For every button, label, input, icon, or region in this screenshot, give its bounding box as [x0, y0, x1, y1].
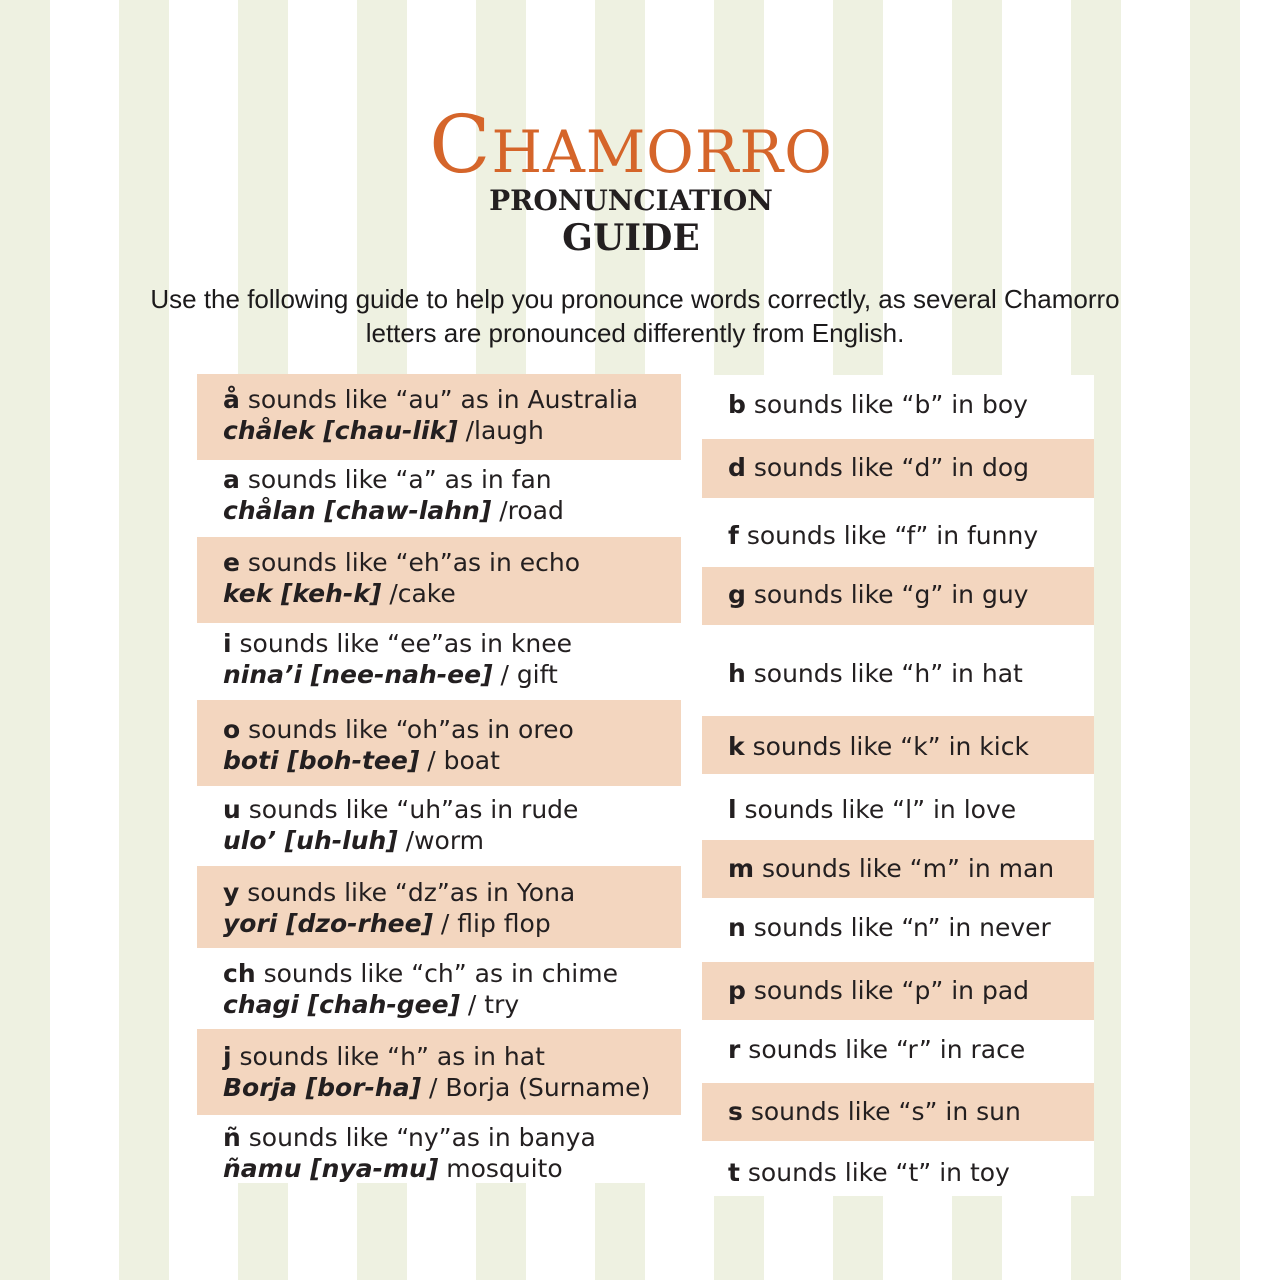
consonant-entry: b sounds like “b” in boy	[728, 390, 1028, 419]
page-title	[0, 98, 1262, 191]
vowel-entry: y sounds like “dz”as in Yona yori [dzo-rhee] / flip flop	[223, 878, 576, 938]
vowel-entry: ñ sounds like “ny”as in banya ñamu [nya-mu] mosquito	[223, 1123, 596, 1183]
consonant-entry: r sounds like “r” in race	[728, 1035, 1026, 1064]
vowel-list	[197, 374, 702, 1183]
title-initial: C	[429, 98, 492, 191]
consonant-entry: p sounds like “p” in pad	[728, 976, 1030, 1005]
consonant-entry: t sounds like “t” in toy	[728, 1158, 1010, 1187]
intro-text: Use the following guide to help you pronounce words correctly, as several Chamorro letters are pronounced differently from English.	[150, 284, 1120, 348]
consonant-entry: g sounds like “g” in guy	[728, 580, 1029, 609]
vowel-entry: j sounds like “h” as in hat Borja [bor-ha] / Borja (Surname)	[223, 1042, 651, 1102]
consonant-entry: h sounds like “h” in hat	[728, 659, 1023, 688]
vowel-entry: i sounds like “ee”as in knee nina’i [nee-nah-ee] / gift	[223, 629, 572, 689]
vowel-entry: u sounds like “uh”as in rude ulo’ [uh-luh] /worm	[223, 795, 579, 855]
consonant-entry: f sounds like “f” in funny	[728, 521, 1039, 550]
consonant-entry: s sounds like “s” in sun	[728, 1097, 1021, 1126]
page-subtitle-guide: GUIDE	[562, 217, 700, 259]
vowel-entry: ch sounds like “ch” as in chime chagi [chah-gee] / try	[223, 959, 618, 1019]
vowel-entry: e sounds like “eh”as in echo kek [keh-k] /cake	[223, 548, 580, 608]
consonant-entry: m sounds like “m” in man	[728, 854, 1055, 883]
vowel-entry: å sounds like “au” as in Australia chålek [chau-lik] /laugh	[223, 385, 639, 445]
consonant-entry: k sounds like “k” in kick	[728, 732, 1029, 761]
consonant-entry: l sounds like “l” in love	[728, 795, 1017, 824]
consonant-list	[702, 375, 1094, 1196]
consonant-entry: d sounds like “d” in dog	[728, 453, 1029, 482]
title-block	[0, 98, 1262, 259]
vowel-entry: a sounds like “a” as in fan chålan [chaw-lahn] /road	[223, 465, 564, 525]
vowel-entry: o sounds like “oh”as in oreo boti [boh-tee] / boat	[223, 715, 574, 775]
title-rest: HAMORRO	[491, 118, 833, 186]
page-subtitle: PRONUNCIATION	[489, 184, 773, 217]
consonant-entry: n sounds like “n” in never	[728, 913, 1051, 942]
